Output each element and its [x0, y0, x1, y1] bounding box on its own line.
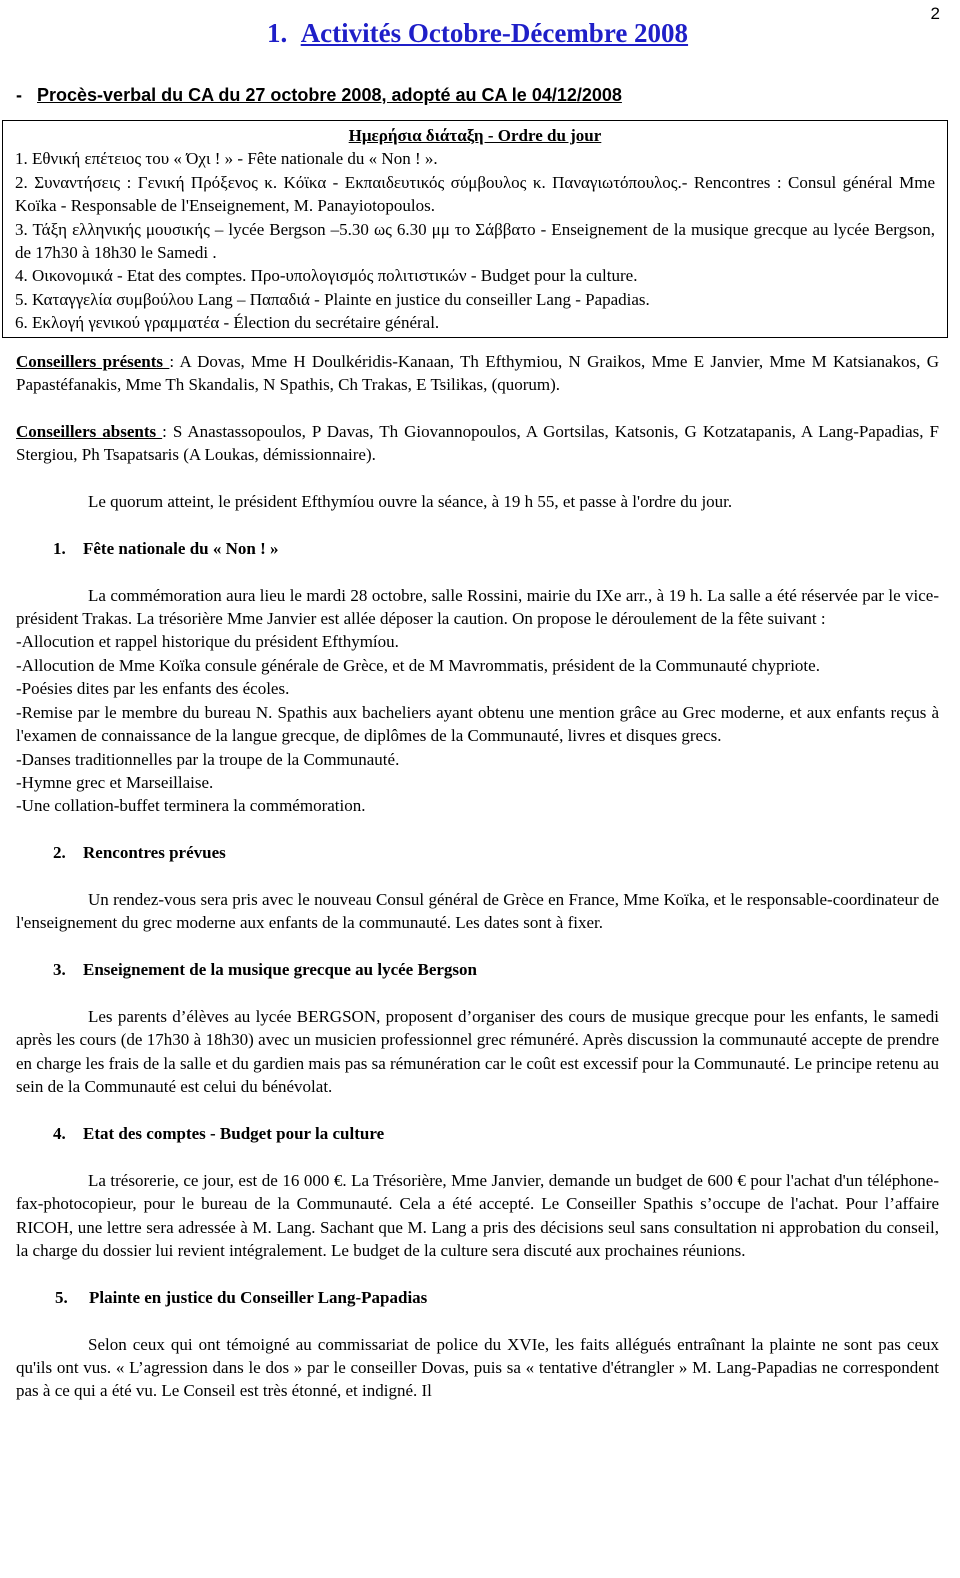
list-item: -Allocution et rappel historique du président Efthymíou.	[16, 632, 399, 652]
section-2-text: Un rendez-vous sera pris avec le nouveau Consul général de Grèce en France, Mme Koïka, et le responsable-coordinateur de l'enseignement du grec moderne aux enfants de la communauté. Les dates sont à fixer.	[16, 889, 939, 933]
presents-paragraph	[16, 350, 939, 397]
agenda-box	[2, 120, 948, 338]
list-item: -Poésies dites par les enfants des écoles.	[16, 679, 290, 699]
presents-text: : A Dovas, Mme H Doulkéridis-Kanaan, Th Efthymiou, N Graikos, Mme E Janvier, Mme M Katsianakos, G Papastéfanakis, Mme Th Skandalis, N Spathis, Ch Trakas, E Tsilikas, (quorum).	[16, 351, 939, 395]
list-item: -Hymne grec et Marseillaise.	[16, 772, 214, 792]
agenda-item: 2. Συναντήσεις : Γενική Πρόξενος κ. Κόϊκα - Εκπαιδευτικός σύμβουλος κ. Παναγιωτόπουλος.- Rencontres : Consul général Mme Koïka - Responsable de l'Enseignement, M. Panayiotopoulos.	[15, 172, 935, 216]
absents-paragraph	[16, 420, 939, 467]
section-1-heading	[16, 537, 939, 560]
section-title: Etat des comptes - Budget pour la culture	[83, 1123, 385, 1143]
agenda-item: 4. Οικονομικά - Etat des comptes. Προ-υπολογισμός πολιτιστικών - Budget pour la culture.	[15, 266, 638, 286]
list-item: -Une collation-buffet terminera la commémoration.	[16, 796, 366, 816]
section-5-text: Selon ceux qui ont témoigné au commissariat de police du XVIe, les faits allégués entraînant la plainte ne sont pas ceux qu'ils ont vus. « L’agression dans le dos » par le conseiller Dovas, puis sa « tentative d'étrangler » M. Lang-Papadias ne correspondent pas à ce qui a été vu. Le Conseil est très étonné, et indigné. Il	[16, 1334, 939, 1401]
absents-text: : S Anastassopoulos, P Davas, Th Giovannopoulos, A Gortsilas, Katsonis, G Kotzatapanis, A Lang-Papadias, F Stergiou, Ph Tsapatsaris (A Loukas, démissionnaire).	[16, 421, 939, 465]
section-title: Plainte en justice du Conseiller Lang-Papadias	[89, 1287, 428, 1307]
section-2-heading	[16, 841, 939, 864]
presents-label: Conseillers présents	[16, 351, 170, 371]
absents-label: Conseillers absents	[16, 421, 163, 441]
section-number: 3.	[53, 960, 66, 980]
list-item: -Danses traditionnelles par la troupe de la Communauté.	[16, 749, 400, 769]
page-number: 2	[930, 4, 940, 23]
section-1-intro: La commémoration aura lieu le mardi 28 octobre, salle Rossini, mairie du IXe arr., à 19 h. La salle a été réservée par le vice-président Trakas. La trésorière Mme Janvier est allée déposer la caution. On propose le déroulement de la fête suivant :	[16, 585, 939, 629]
agenda-item: 1. Εθνική επέτειος του « Όχι ! » - Fête nationale du « Non ! ».	[15, 149, 438, 169]
section-3-text: Les parents d’élèves au lycée BERGSON, proposent d’organiser des cours de musique grecque pour les enfants, le samedi après les cours (de 17h30 à 18h30) avec un musicien professionnel grec rémunéré. Après discussion la communauté accepte de prendre en charge les frais de la salle et du gardien mais pas sa rémunération car le coût est excessif pour la Communauté. Le principe retenu au sein de la Communauté est celui du bénévolat.	[16, 1006, 939, 1097]
section-title: Fête nationale du « Non ! »	[83, 538, 279, 558]
section-title: Enseignement de la musique grecque au lycée Bergson	[83, 960, 477, 980]
document-page	[16, 0, 939, 1403]
title-number: 1.	[266, 18, 288, 48]
section-title: Rencontres prévues	[83, 843, 226, 863]
pv-dash: -	[16, 85, 22, 105]
agenda-item: 3. Τάξη ελληνικής μουσικής – lycée Bergson –5.30 ως 6.30 μμ το Σάββατο - Enseignement de la musique grecque au lycée Bergson, de 17h30 à 18h30 le Samedi .	[15, 219, 935, 263]
section-4-heading	[16, 1122, 939, 1145]
proces-verbal-heading	[16, 84, 939, 110]
pv-text: Procès-verbal du CA du 27 octobre 2008, adopté au CA le 04/12/2008	[37, 85, 622, 105]
agenda-item: 5. Καταγγελία συμβούλου Lang – Παπαδιά - Plainte en justice du conseiller Lang - Papadias.	[15, 289, 650, 309]
agenda-item: 6. Εκλογή γενικού γραμματέα - Élection du secrétaire général.	[15, 313, 440, 333]
list-item: -Remise par le membre du bureau N. Spathis aux bacheliers ayant obtenu une mention grâce au Grec moderne, et aux enfants reçus à l'examen de connaissance de la langue grecque, de diplômes de la Communauté, livres et disques grecs.	[16, 702, 939, 746]
list-item: -Allocution de Mme Koïka consule générale de Grèce, et de M Mavrommatis, président de la Communauté chypriote.	[16, 655, 820, 675]
section-number: 5.	[55, 1287, 68, 1307]
section-5-heading	[16, 1286, 939, 1309]
title-text: Activités Octobre-Décembre 2008	[300, 18, 689, 48]
section-4-text: La trésorerie, ce jour, est de 16 000 €. La Trésorière, Mme Janvier, demande un budget de 600 € pour l'achat d'un téléphone-fax-photocopieur, pour le bureau de la Communauté. Cela a été accepté. Le Conseiller Spathis s’occupe de l'achat. Pour l’affaire RICOH, une lettre sera adressée à M. Lang. Sachant que M. Lang a pris des décisions seul sans consultation ni approbation du conseil, la charge du dossier lui revient intégralement. Le budget de la culture sera discuté aux prochaines réunions.	[16, 1170, 939, 1260]
section-number: 1.	[53, 538, 66, 558]
agenda-heading: Ημερήσια διάταξη - Ordre du jour	[348, 126, 602, 145]
section-number: 2.	[53, 843, 66, 863]
quorum-paragraph: Le quorum atteint, le président Efthymíou ouvre la séance, à 19 h 55, et passe à l'ordre du jour.	[88, 492, 733, 512]
section-number: 4.	[53, 1123, 66, 1143]
section-title	[16, 18, 939, 58]
section-3-heading	[16, 958, 939, 981]
